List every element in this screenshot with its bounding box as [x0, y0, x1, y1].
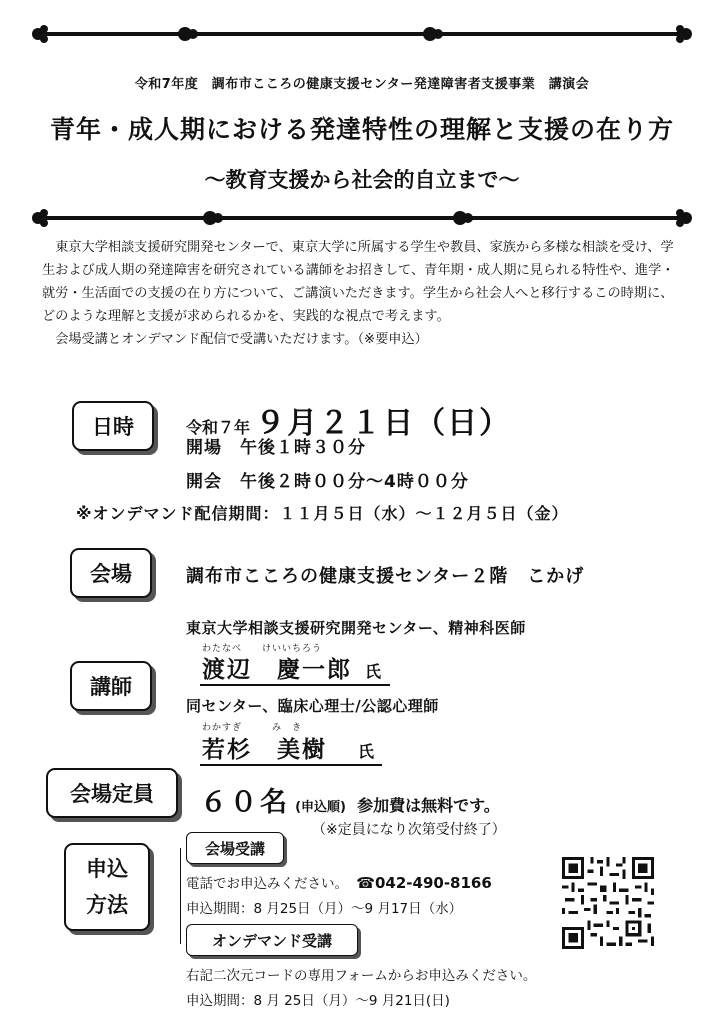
phone-number: ☎042-490-8166 — [356, 874, 492, 892]
capacity-order: (申込順) — [295, 800, 346, 815]
lecturer-honorific-1: 氏 — [365, 662, 382, 681]
lecturer-affiliation-2: 同センター、臨床心理士/公認心理師 — [186, 697, 439, 715]
lecturer-name-2: 若杉 美樹 — [202, 737, 327, 763]
intro-note: 会場受講とオンデマンド配信で受講いただけます。（※要申込） — [55, 332, 428, 347]
venue-label-text: 会場 — [90, 562, 132, 586]
apply-label-line-1: 申込 — [86, 857, 128, 881]
lecturer-label-text: 講師 — [90, 675, 132, 699]
datetime-label — [72, 401, 154, 451]
venue-value: 調布市こころの健康支援センター２階 こかげ — [186, 566, 585, 587]
lecturer-ruby-2: わかすぎ み き — [202, 723, 303, 733]
capacity-label-text: 会場定員 — [70, 782, 154, 806]
venue-attend-label-text: 会場受講 — [204, 839, 265, 858]
venue-apply-text: 電話でお申込みください。 — [186, 876, 348, 892]
rope-divider-top — [30, 24, 694, 44]
ondemand-apply-text: 右記二次元コードの専用フォームからお申込みください。 — [186, 968, 537, 984]
intro-text — [42, 236, 682, 351]
capacity-fee: 参加費は無料です。 — [357, 796, 500, 815]
event-date-value: ９月２１日（日） — [255, 406, 512, 441]
ondemand-apply-period: 申込期間：8 月 25日（月）～9 月21日(日) — [186, 993, 450, 1009]
lecturer-affiliation-1: 東京大学相談支援研究開発センター、精神科医師 — [186, 619, 526, 637]
venue-apply-period: 申込期間：8 月25日（月）～9 月17日（水） — [186, 901, 463, 917]
capacity-row — [200, 780, 500, 819]
qr-code[interactable] — [562, 857, 654, 949]
event-era: 令和７年 — [186, 418, 251, 437]
lecturer-underline-1 — [200, 684, 390, 686]
start-time: 開会 午後２時００分～4時００分 — [186, 472, 469, 492]
lecturer-name-1: 渡辺 慶一郎 — [202, 657, 352, 683]
capacity-number: ６０名 — [200, 787, 290, 818]
datetime-label-text: 日時 — [92, 415, 134, 439]
venue-label — [70, 548, 152, 598]
intro-paragraph: 東京大学相談支援研究開発センターで、東京大学に所属する学生や教員、家族から多様な相談を受け、学生および成人期の発達障害を研究されている講師をお招きして、青年期・成人期に見られる特性や、進学・就労・生活面での支援の在り方について、ご講演いただきます。学生から社会人へと移行するこの時期に、どのような理解と支援が求められるかを、実践的な視点で考えます。 — [42, 240, 675, 324]
venue-attend-label — [186, 832, 284, 864]
ondemand-attend-label-text: オンデマンド受講 — [211, 931, 332, 950]
venue-apply-line — [186, 872, 492, 892]
page-subtitle: ～教育支援から社会的自立まで～ — [204, 168, 520, 192]
lecturer-honorific-2: 氏 — [358, 742, 375, 761]
capacity-label — [46, 768, 178, 818]
lecturer-label — [70, 661, 152, 711]
apply-bracket — [180, 848, 181, 944]
event-series: 令和7年度 調布市こころの健康支援センター発達障害者支援事業 講演会 — [134, 77, 590, 92]
rope-divider-bottom — [30, 208, 694, 228]
capacity-note: （※定員になり次第受付終了） — [312, 822, 506, 838]
ondemand-attend-label — [186, 924, 358, 956]
lecturer-underline-2 — [200, 764, 382, 766]
doors-open: 開場 午後１時３０分 — [186, 438, 366, 458]
apply-label-line-2: 方法 — [86, 893, 128, 917]
apply-label — [64, 843, 150, 931]
ondemand-period: ※オンデマンド配信期間：１１月５日（水）～１２月５日（金） — [76, 504, 569, 523]
page-title: 青年・成人期における発達特性の理解と支援の在り方 — [49, 115, 674, 144]
lecturer-ruby-1: わたなべ けいいちろう — [202, 644, 323, 654]
